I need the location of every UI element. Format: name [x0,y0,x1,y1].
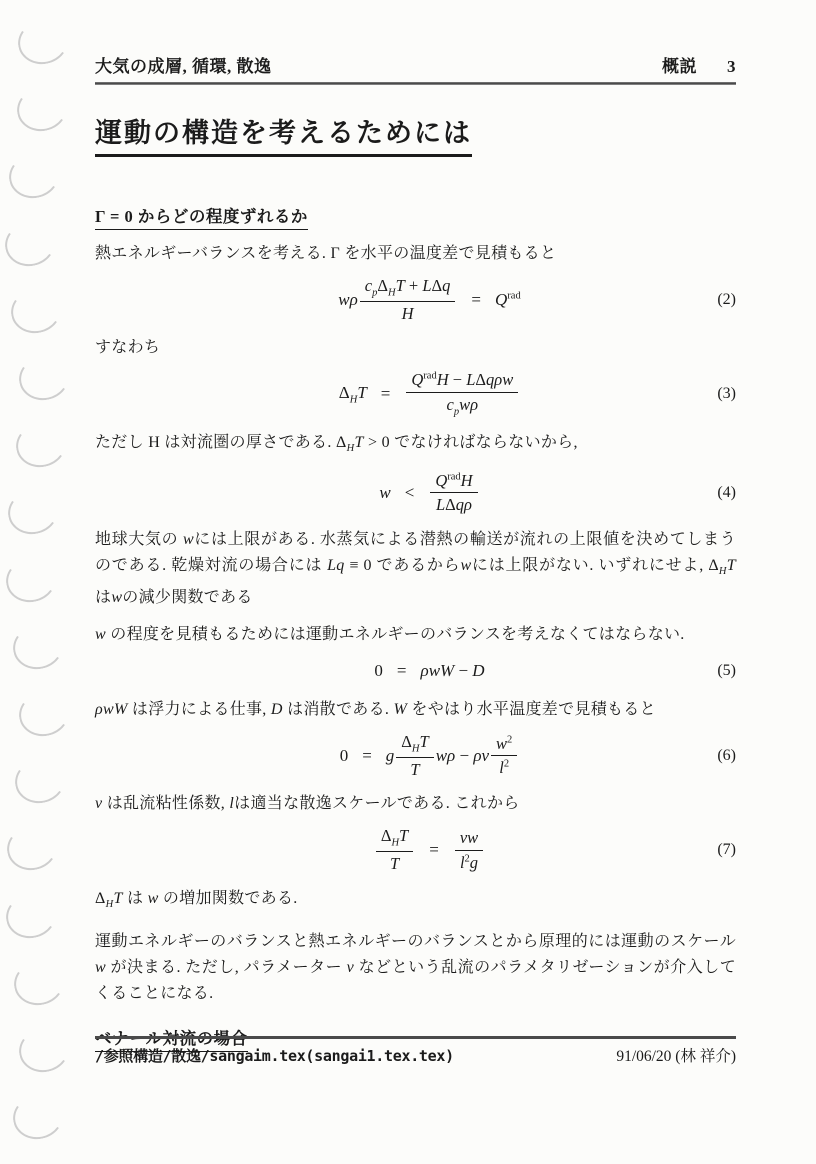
math-term: $\Delta_HT$ [338,382,367,406]
denominator: T [389,854,400,874]
binder-ring-mark [9,620,67,673]
fraction [491,733,517,779]
binder-ring-mark [15,1023,73,1076]
binder-ring-mark [10,956,68,1009]
relation-symbol: = [380,384,391,404]
math-term: g [385,745,395,765]
relation-symbol: < [404,482,415,502]
math-term: w [379,482,391,502]
relation-symbol: = [362,745,372,765]
section-heading: Γ = 0 からどの程度ずれるか [95,203,308,230]
fraction [360,275,456,324]
binder-ring-mark [5,150,63,203]
binder-ring-mark [7,284,65,337]
equation-body [374,825,485,874]
binder-ring-mark [12,418,70,471]
equation-body [339,369,520,418]
fraction [455,827,483,873]
equation [95,470,736,516]
binder-ring-mark [13,82,71,135]
paragraph: ただし H は対流圏の厚さである. $\Delta_HT > 0$ でなければならないから, [95,433,578,454]
page-title: 運動の構造を考えるためには [95,111,472,157]
binder-ring-mark [11,754,69,807]
math-term: ρwW − D [420,661,485,680]
denominator: $l^2g$ [459,852,479,872]
paragraph: w の程度を見積もるためには運動エネルギーのバランスを考えなくてはならない. [95,626,685,643]
equation-number: (7) [717,841,736,859]
header-section-label: 概説 [662,57,697,76]
math-term: wρ [338,289,358,309]
denominator: H [401,303,414,323]
equation [95,275,736,324]
equation [95,825,736,874]
binder-ring-mark [2,889,60,942]
relation-symbol: = [429,840,439,860]
relation-symbol: = [396,661,407,680]
fraction [396,731,433,780]
paragraph: 運動エネルギーのバランスと熱エネルギーのバランスとから原理的には運動のスケール w が決まる. ただし, パラメーター ν などという乱流のパラメタリゼーションが介入してくることになる. [95,932,736,1002]
numerator: $c_p\Delta_HT + L\Delta q$ [360,275,456,302]
header-running-title: 大気の成層, 循環, 散逸 [95,57,272,76]
content-blocks [95,203,736,1052]
fraction [376,825,413,874]
binder-ring-mark [9,1090,67,1143]
equation-body [379,470,479,516]
page-content [95,0,736,1052]
numerator: $Q^{rad}H$ [430,470,477,493]
page-footer [95,1044,736,1066]
numerator: $Q^{rad}H - L\Delta q\rho w$ [406,369,518,392]
denominator: T [410,759,420,779]
denominator: LΔqρ [435,495,472,515]
equation-body [338,275,520,324]
paragraph: $\Delta_HT$ は w の増加関数である. [95,889,298,910]
math-term: wρ − ρν [435,745,490,765]
binder-ring-mark [3,822,61,875]
math-term: $Q^{rad}$ [495,289,521,309]
binder-ring-mark [15,351,73,404]
numerator: $\Delta_HT$ [396,731,433,758]
equation [95,656,736,686]
binder-ring-mark [4,486,62,539]
paragraph: ρwW は浮力による仕事, D は消散である. W をやはり水平温度差で見積もると [95,701,656,718]
paragraph: 熱エネルギーバランスを考える. Γ を水平の温度差で見積もると [95,245,557,262]
binder-marks [0,0,90,1164]
binder-ring-mark [2,553,60,606]
equation-number: (5) [717,662,736,679]
header-page-number: 3 [727,57,736,76]
paragraph: ν は乱流粘性係数, lは適当な散逸スケールである. これから [95,795,520,813]
equation-number: (2) [717,290,736,308]
title-row [95,111,736,157]
math-term: 0 [374,661,383,680]
numerator: $\Delta_HT$ [376,825,413,852]
equation-body [374,661,484,681]
paragraph: すなわち [95,339,161,357]
section-heading-row [95,203,736,230]
equation-body [340,731,520,780]
denominator: $l^2$ [499,758,510,778]
numerator: νw [455,827,483,850]
binder-ring-mark [15,687,73,740]
equation [95,369,736,418]
footer-date-author: 91/06/20 (林 祥介) [616,1048,736,1065]
equation-number: (3) [717,385,736,403]
relation-symbol: = [471,289,481,309]
paragraph: 地球大気の wには上限がある. 水蒸気による潜熱の輸送が流れの上限値を決めてしまうのである. 乾燥対流の場合には Lq ≡ 0 であるからwには上限がない. いずれにせよ, $\Delta_HT$ はwの減少関数である [95,530,736,606]
math-term: 0 [339,745,349,765]
fraction [406,369,518,418]
denominator: $c_pw\rho$ [446,394,479,418]
binder-ring-mark [1,217,59,270]
header-right [662,52,736,77]
page-header [95,52,736,77]
numerator: $w^2$ [491,733,517,756]
header-rule [95,82,736,85]
equation-number: (4) [717,483,736,501]
footer-rule [95,1036,736,1039]
footer-file-path: /参照構造/散逸/sangaim.tex(sangai1.tex.tex) [95,1047,454,1065]
fraction [430,470,477,516]
equation [95,731,736,780]
equation-number: (6) [717,746,736,764]
binder-ring-mark [14,15,72,68]
